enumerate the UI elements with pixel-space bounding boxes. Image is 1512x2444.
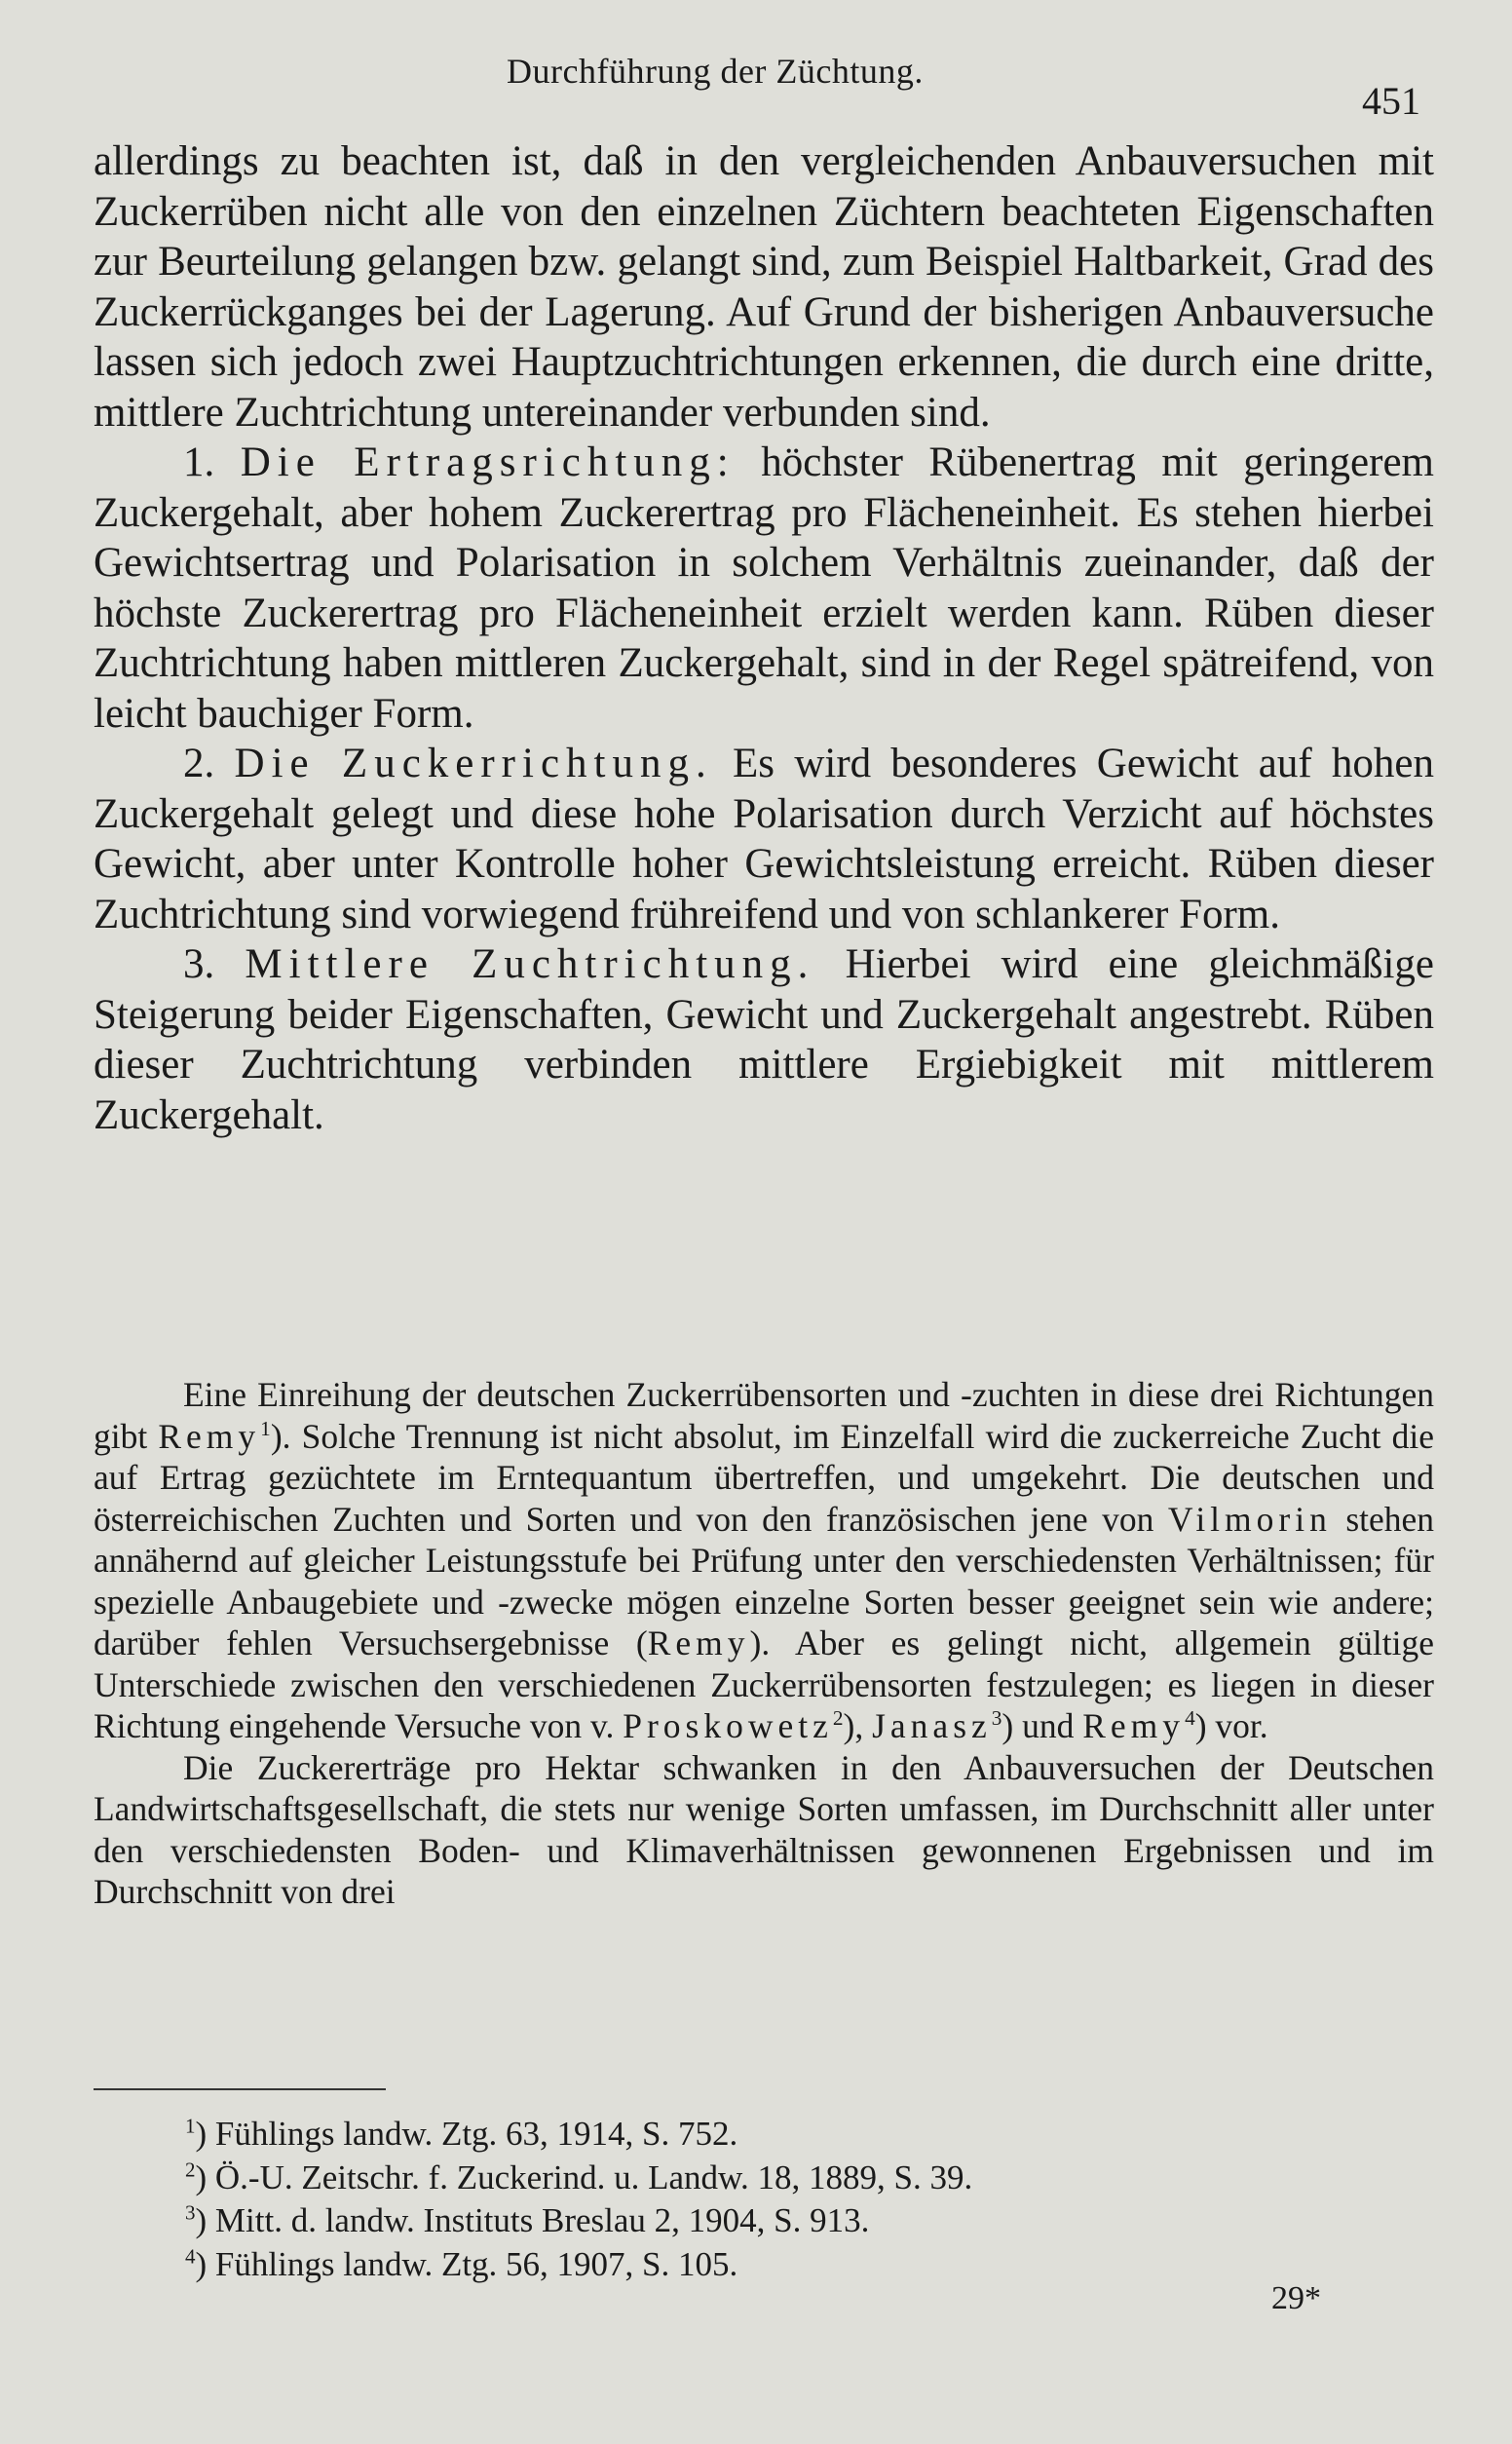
small-paragraph [94,1374,1434,1747]
sheet-signature: 29* [1271,2280,1321,2316]
list-number: 3. [183,941,215,987]
list-number: 2. [183,741,215,786]
list-item-text: Es wird besonderes Gewicht auf hohen Zuckergehalt gelegt und diese hohe Polarisation durch Verzicht auf höchstes Gewicht, aber unter Kontrolle hoher Gewichtsleistung erreicht. Rüben dieser Zuchtrichtung sind vorwiegend frühreifend und von schlankerer Form. [94,741,1435,937]
text-run: ). Aber es gelingt nicht, allgemein gültige Unterschiede zwischen den verschiedenen Zuckerrübensorten festzulegen; es liegen in dieser Richtung eingehende Versuche von v. [94,1623,1434,1745]
footnote [185,2113,1354,2157]
small-paragraph: Die Zuckererträge pro Hektar schwanken in den Anbauversuchen der Deutschen Landwirtschaftsgesellschaft, die stets nur wenige Sorten umfassen, im Durchschnitt aller unter den verschiedensten Boden- und Klimaverhältnissen gewonnenen Ergebnissen und im Durchschnitt von drei [94,1747,1434,1911]
text-run: ) und [1002,1706,1075,1745]
footnote-mark: 3 [185,2200,196,2225]
footnote-ref: 2 [832,1706,844,1731]
text-run: stehen annähernd auf gleicher Leistungsstufe bei Prüfung unter den verschiedensten Verhältnissen; für spezielle Anbaugebiete und -zwecke mögen einzelne Sorten besser geeignet sein wie andere; darüber fehlen Versuchsergebnisse ( [94,1499,1435,1662]
list-item-ertragsrichtung [94,438,1434,739]
text-run: ). Solche Trennung ist nicht absolut, im Einzelfall wird die zuckerreiche Zucht die auf Ertrag gezüchtete im Erntequantum übertreffen, und umgekehrt. Die deutschen und österreichischen Zuchten und Sorten und von den französischen jene von [94,1416,1434,1539]
footnote-mark: 1 [185,2114,196,2138]
small-print-text [94,1374,1434,1913]
footnotes [185,2113,1354,2286]
spaced-term: Die Zuckerrichtung. [234,741,713,786]
spaced-term: Die Ertragsrichtung: [240,439,736,485]
author-name: Vilmorin [1167,1499,1332,1539]
author-name: Proskowetz [623,1706,833,1745]
text-run: ) vor. [1194,1706,1268,1745]
footnote-mark: 2 [185,2157,196,2181]
footnote-ref: 1 [260,1416,271,1440]
footnote [185,2157,1354,2200]
text-run: ), [843,1706,864,1745]
footnote [185,2199,1354,2243]
author-name: Janasz [872,1706,992,1745]
page-number: 451 [1362,79,1420,123]
list-number: 1. [183,439,215,485]
footnote-ref: 4 [1185,1706,1195,1731]
footnote-ref: 3 [991,1706,1002,1731]
list-item-zuckerrichtung [94,739,1434,939]
footnote-divider [94,2088,386,2090]
author-name: Remy [158,1416,261,1456]
paragraph: allerdings zu beachten ist, daß in den vergleichenden Anbauversuchen mit Zuckerrüben nicht alle von den einzelnen Züchtern beachteten Eigenschaften zur Beurteilung gelangen bzw. gelangt sind, zum Beispiel Haltbarkeit, Grad des Zuckerrückganges bei der Lagerung. Auf Grund der bisherigen Anbauversuche lassen sich jedoch zwei Hauptzuchtrichtungen erkennen, die durch eine dritte, mittlere Zuchtrichtung untereinander verbunden sind. [94,138,1434,436]
list-item-mittlere-zuchtrichtung [94,939,1434,1140]
text-run: Eine Einreihung der deutschen Zuckerrübensorten und -zuchten in diese drei Richtungen gibt [94,1375,1434,1456]
footnote-mark: 4 [185,2243,196,2268]
spaced-term: Mittlere Zuchtrichtung. [245,941,815,987]
footnote [185,2243,1354,2287]
footnote-text: ) Fühlings landw. Ztg. 63, 1914, S. 752. [195,2115,738,2153]
author-name: Remy [647,1623,750,1662]
list-item-text: höchster Rübenertrag mit geringerem Zuckergehalt, aber hohem Zuckerertrag pro Flächeneinheit. Es stehen hierbei Gewichtsertrag und Polarisation in solchem Verhältnis zueinander, daß der höchste Zuckerertrag pro Flächeneinheit erzielt werden kann. Rüben dieser Zuchtrichtung haben mittleren Zuckergehalt, sind in der Regel spätreifend, von leicht bauchiger Form. [94,439,1434,737]
main-text [94,136,1434,1140]
list-item-text: Hierbei wird eine gleichmäßige Steigerung beider Eigenschaften, Gewicht und Zuckergehalt angestrebt. Rüben dieser Zuchtrichtung verbinden mittlere Ergiebigkeit mit mittlerem Zuckergehalt. [94,941,1435,1138]
footnote-text: ) Ö.-U. Zeitschr. f. Zuckerind. u. Landw. 18, 1889, S. 39. [195,2158,973,2196]
running-head: Durchführung der Züchtung. [507,52,924,91]
footnote-text: ) Mitt. d. landw. Instituts Breslau 2, 1904, S. 913. [195,2201,870,2239]
author-name: Remy [1082,1706,1186,1745]
footnote-text: ) Fühlings landw. Ztg. 56, 1907, S. 105. [195,2244,738,2283]
